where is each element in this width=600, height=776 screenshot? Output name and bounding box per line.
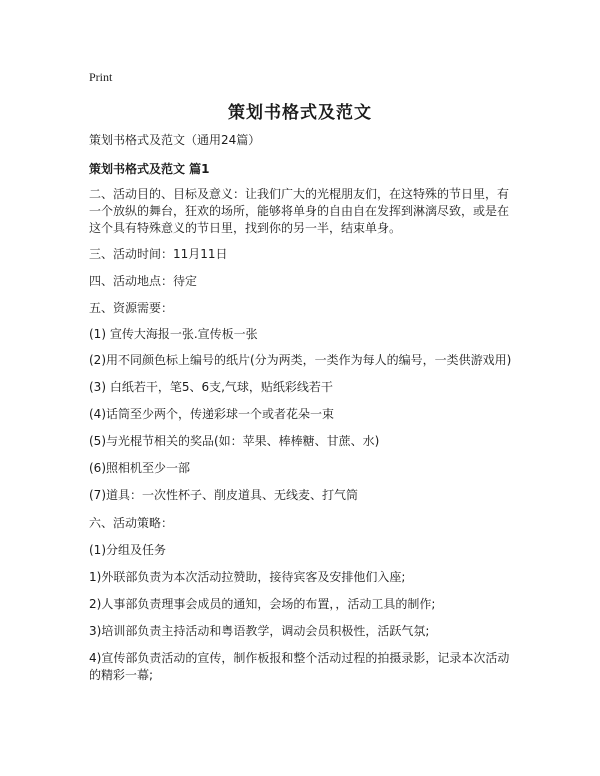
list-item-task-3: 3)培训部负责主持活动和粤语教学，调动会员积极性，活跃气氛;: [89, 624, 430, 638]
list-item-resource-3: (3) 白纸若干，笔5、6支,气球，贴纸彩线若干: [89, 380, 333, 394]
paragraph-strategy-heading: 六、活动策略：: [89, 516, 174, 530]
list-item-resource-6: (6)照相机至少一部: [89, 461, 190, 475]
list-item-task-2: 2)人事部负责理事会成员的通知，会场的布置，，活动工具的制作;: [89, 597, 436, 611]
list-item-task-4: 4)宣传部负责活动的宣传，制作板报和整个活动过程的拍摄录影，记录本次活动的精彩一幕;: [89, 651, 510, 682]
paragraph-time: 三、活动时间：11月11日: [89, 247, 228, 261]
list-item-resource-5: (5)与光棍节相关的奖品(如：苹果、棒棒糖、甘蔗、水): [89, 434, 380, 448]
paragraph-grouping: (1)分组及任务: [89, 543, 166, 557]
list-item-resource-2: (2)用不同颜色标上编号的纸片(分为两类，一类作为每人的编号，一类供游戏用): [89, 353, 512, 367]
page-title: 策划书格式及范文: [228, 103, 372, 123]
list-item-resource-1: (1) 宣传大海报一张.宣传板一张: [89, 327, 258, 341]
paragraph-resources-heading: 五、资源需要：: [89, 301, 174, 315]
section-heading: 策划书格式及范文 篇1: [89, 162, 210, 176]
paragraph-purpose: 二、活动目的、目标及意义：让我们广大的光棍朋友们，在这特殊的节日里，有一个放纵的舞台，狂欢的场所，能够将单身的自由自在发挥到淋漓尽致，或是在这个具有特殊意义的节日里，找到你的另一半，结束单身。: [89, 187, 510, 235]
list-item-task-1: 1)外联部负责为本次活动拉赞助，接待宾客及安排他们入座;: [89, 570, 406, 584]
list-item-resource-7: (7)道具：一次性杯子、削皮道具、无线麦、打气筒: [89, 488, 358, 502]
paragraph-location: 四、活动地点：待定: [89, 274, 198, 288]
print-label: Print: [89, 70, 113, 84]
document-subtitle: 策划书格式及范文（通用24篇）: [89, 133, 261, 147]
list-item-resource-4: (4)话筒至少两个，传递彩球一个或者花朵一束: [89, 407, 334, 421]
